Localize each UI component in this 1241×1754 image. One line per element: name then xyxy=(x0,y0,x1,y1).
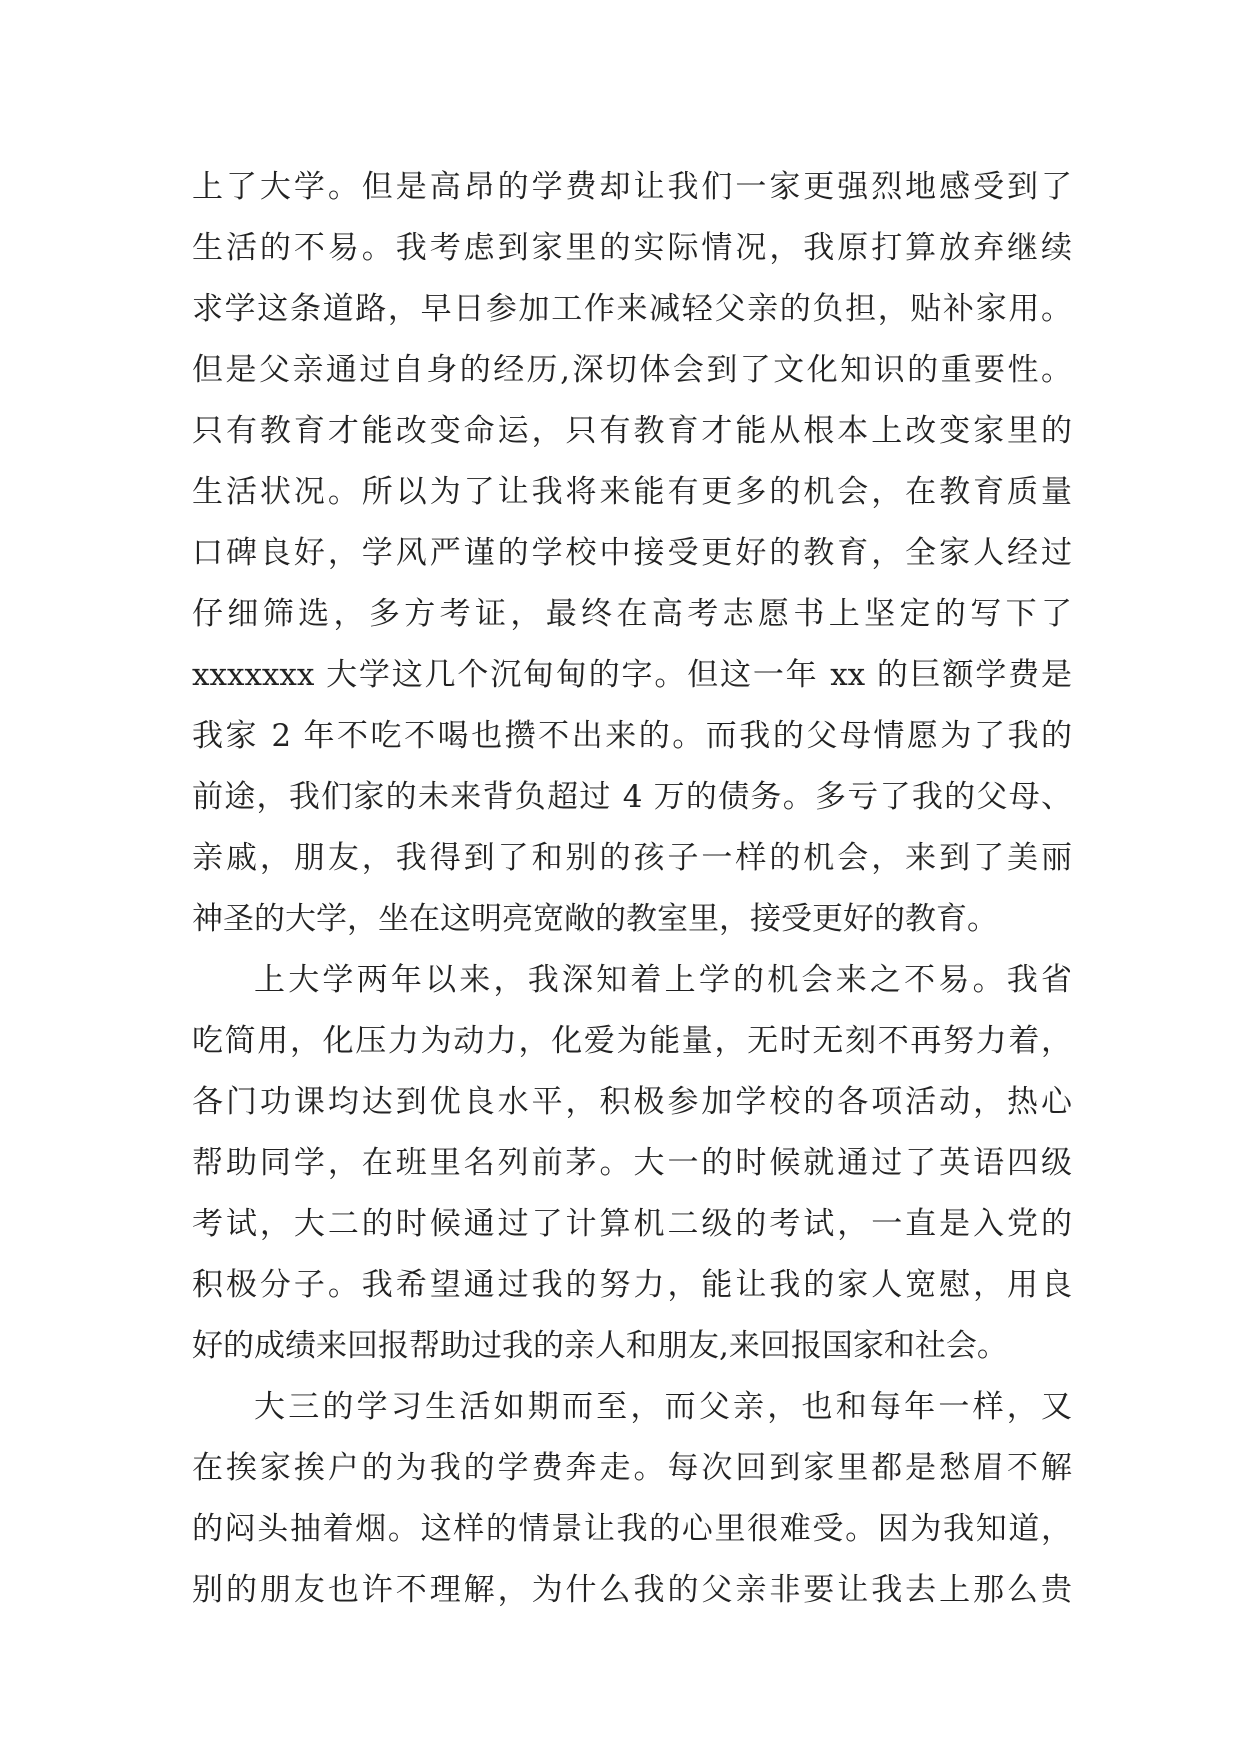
text-line: 口碑良好，学风严谨的学校中接受更好的教育，全家人经过 xyxy=(192,535,1072,571)
text-line: 前途，我们家的未来背负超过 4 万的债务。多亏了我的父母、 xyxy=(192,779,1072,815)
text-line: 但是父亲通过自身的经历,深切体会到了文化知识的重要性。 xyxy=(192,352,1072,388)
text-line: 上了大学。但是高昂的学费却让我们一家更强烈地感受到了 xyxy=(192,169,1072,205)
text-line: 生活的不易。我考虑到家里的实际情况，我原打算放弃继续 xyxy=(192,230,1072,266)
text-line: 考试，大二的时候通过了计算机二级的考试，一直是入党的 xyxy=(192,1206,1072,1242)
text-line: 帮助同学，在班里名列前茅。大一的时候就通过了英语四级 xyxy=(192,1145,1072,1181)
text-line: 在挨家挨户的为我的学费奔走。每次回到家里都是愁眉不解 xyxy=(192,1450,1072,1486)
text-line: xxxxxxx 大学这几个沉甸甸的字。但这一年 xx 的巨额学费是 xyxy=(192,657,1072,693)
text-line: 生活状况。所以为了让我将来能有更多的机会，在教育质量 xyxy=(192,474,1072,510)
text-line: 神圣的大学，坐在这明亮宽敞的教室里，接受更好的教育。 xyxy=(192,901,998,937)
text-line: 积极分子。我希望通过我的努力，能让我的家人宽慰，用良 xyxy=(192,1267,1072,1303)
text-line: 只有教育才能改变命运，只有教育才能从根本上改变家里的 xyxy=(192,413,1072,449)
text-line: 的闷头抽着烟。这样的情景让我的心里很难受。因为我知道， xyxy=(192,1511,1072,1547)
text-line: 求学这条道路，早日参加工作来减轻父亲的负担，贴补家用。 xyxy=(192,291,1072,327)
text-line: 好的成绩来回报帮助过我的亲人和朋友,来回报国家和社会。 xyxy=(192,1328,1008,1364)
text-line: 吃简用，化压力为动力，化爱为能量，无时无刻不再努力着， xyxy=(192,1023,1072,1059)
text-line: 亲戚，朋友，我得到了和别的孩子一样的机会，来到了美丽 xyxy=(192,840,1072,876)
text-line: 我家 2 年不吃不喝也攒不出来的。而我的父母情愿为了我的 xyxy=(192,718,1072,754)
text-line: 仔细筛选，多方考证，最终在高考志愿书上坚定的写下了 xyxy=(192,596,1072,632)
body-text xyxy=(192,157,1072,1621)
text-line: 上大学两年以来，我深知着上学的机会来之不易。我省 xyxy=(254,962,1072,998)
text-line: 别的朋友也许不理解，为什么我的父亲非要让我去上那么贵 xyxy=(192,1572,1072,1608)
text-line: 大三的学习生活如期而至，而父亲，也和每年一样，又 xyxy=(254,1389,1072,1425)
text-line: 各门功课均达到优良水平，积极参加学校的各项活动，热心 xyxy=(192,1084,1072,1120)
